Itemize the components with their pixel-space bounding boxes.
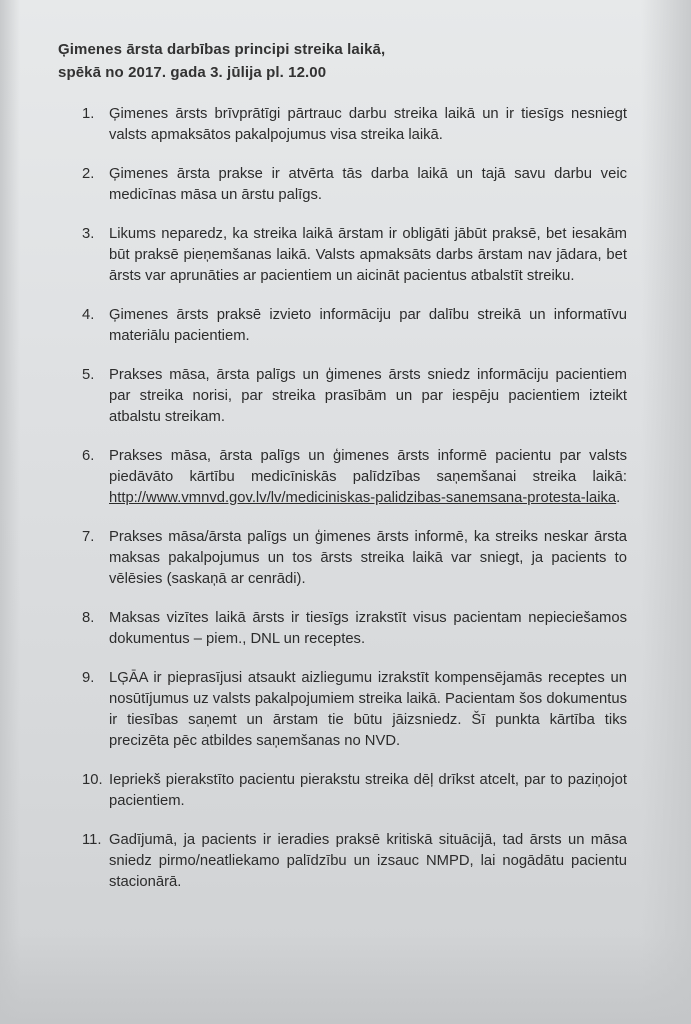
page-shadow-right [641,0,691,1024]
item-text: Gadījumā, ja pacients ir ieradies praksē kritiskā situācijā, tad ārsts un māsa sniedz pirmo/neatliekamo palīdzību un izsauc NMPD, lai nogādātu pacientu stacionārā. [109,832,627,890]
item-text: Maksas vizītes laikā ārsts ir tiesīgs izrakstīt visus pacientam nepieciešamos dokumentus – piem., DNL un receptes. [109,610,627,647]
item-text: LĢĀA ir pieprasījusi atsaukt aizliegumu izrakstīt kompensējamās receptes un nosūtījumus uz valsts pakalpojumiem streika laikā. Pacientam šos dokumentus ir tiesības saņemt un ārstam tie būtu jāizsniedz. Šī punkta kārtība tiks precizēta pēc atbildes saņemšanas no NVD. [109,670,627,749]
item-number: 4. [82,307,95,323]
item-text: Ģimenes ārsts praksē izvieto informāciju par dalību streikā un informatīvu materiālu pacientiem. [109,307,627,344]
item-number: 8. [82,610,95,626]
item-number: 11. [82,832,102,848]
page-shadow-left [0,0,20,1024]
item-text: Prakses māsa, ārsta palīgs un ģimenes ārsts sniedz informāciju pacientiem par streika norisi, par streika prasībām un par iespēju pacientiem izteikt atbalstu streikam. [109,367,627,425]
item-number: 6. [82,448,95,464]
item-text: Prakses māsa, ārsta palīgs un ģimenes ārsts informē pacientu par valsts piedāvāto kārtību medicīniskās palīdzības saņemšanai streika laikā: [109,448,627,485]
list-item [82,104,627,146]
item-number: 9. [82,670,95,686]
title-line-1: Ģimenes ārsta darbības principi streika laikā, [58,41,386,58]
list-item [82,305,627,347]
vmnvd-link[interactable]: http://www.vmnvd.gov.lv/lv/mediciniskas-palidzibas-sanemsana-protesta-laika [109,490,617,506]
item-text: Ģimenes ārsts brīvprātīgi pārtrauc darbu streika laikā un ir tiesīgs nesniegt valsts apmaksātos pakalpojumus visa streika laikā. [109,106,627,143]
item-text: Iepriekš pierakstīto pacientu pierakstu streika dēļ drīkst atcelt, par to paziņojot pacientiem. [109,772,627,809]
item-number: 10. [82,772,103,788]
document-title [58,38,385,84]
item-number: 3. [82,226,95,242]
list-item [82,446,627,509]
item-text-with-link [109,446,627,509]
list-item [82,830,627,893]
list-item [82,224,627,287]
link-trailing-period: . [616,490,621,506]
item-number: 1. [82,106,95,122]
list-item [82,164,627,206]
list-item [82,527,627,590]
list-item [82,608,627,650]
list-item [82,365,627,428]
list-item [82,770,627,812]
title-line-2: spēkā no 2017. gada 3. jūlija pl. 12.00 [58,64,327,81]
item-text: Prakses māsa/ārsta palīgs un ģimenes ārsts informē, ka streiks neskar ārsta maksas pakalpojumus un tos ārsts streika laikā var sniegt, ja pacients to vēlēsies (saskaņā ar cenrādi). [109,529,627,587]
item-number: 2. [82,166,95,182]
item-number: 5. [82,367,95,383]
page-shadow-bottom [0,934,691,1024]
principles-list [82,104,627,911]
item-text: Ģimenes ārsta prakse ir atvērta tās darba laikā un tajā savu darbu veic medicīnas māsa un ārstu palīgs. [109,166,627,203]
list-item [82,668,627,752]
item-number: 7. [82,529,95,545]
item-text: Likums neparedz, ka streika laikā ārstam ir obligāti jābūt praksē, bet iesakām būt praksē pieņemšanas laikā. Valsts apmaksāts darbs ārstam nav jādara, bet ārsts var aprunāties ar pacientiem un aicināt pacientus atbalstīt streiku. [109,226,627,284]
